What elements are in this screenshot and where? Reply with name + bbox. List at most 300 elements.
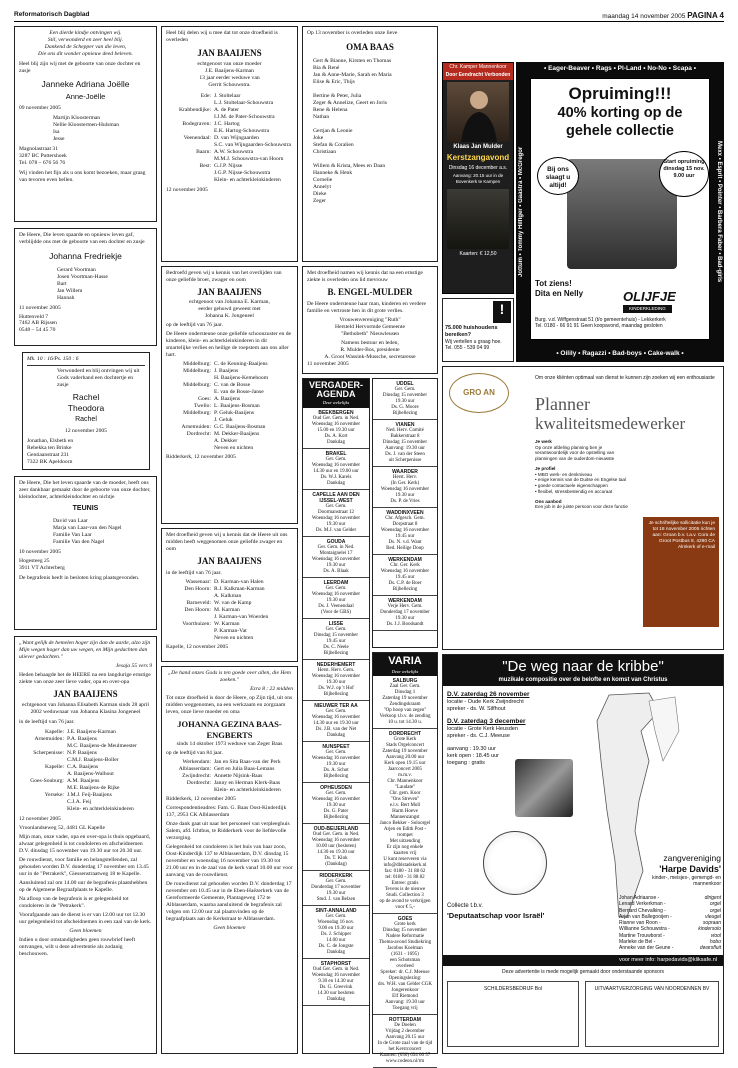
concert-info: Aanvang: 20.15 uur in de Bovenkerk te Kampen: [452, 173, 504, 184]
relative-row: [166, 177, 293, 184]
varia-subtitle: Deze wekelijks: [391, 668, 419, 674]
entry-place: OPHEUSDEN: [320, 784, 352, 791]
entry-line: Ds. G. Moore: [391, 405, 419, 410]
intro-text: Tot onze droefheid is door de Heere, op Zijn tijd, uit ons midden weggenomen, na een werkzaam en zorgzaam leven, onze lieve moeder en oma: [166, 694, 293, 715]
place: Den Hoorn:: [184, 586, 211, 593]
org-line: Hersteld Hervormde Gemeente: [335, 324, 405, 331]
shop-address: [535, 317, 707, 330]
relatives-list: [166, 93, 293, 184]
poem-line: Dankend de Schepper van die leven,: [44, 43, 127, 50]
entry-line: Bed. Heilige Doop: [386, 546, 424, 551]
households-ad: [442, 298, 514, 362]
performer-role: sopraan: [702, 920, 721, 926]
relative-row: [166, 361, 293, 368]
subtitle-line: Gerrit Schouwstra.: [208, 82, 251, 89]
entry-line: Studi. Collection 3: [386, 893, 424, 899]
meeting-agenda-left: [302, 378, 370, 1054]
relative-row: [166, 593, 293, 600]
relative-row: [19, 799, 152, 806]
entry-line: trompet: [397, 833, 413, 839]
relative-row: [166, 135, 293, 142]
entry-place: NUNSPEET: [322, 743, 350, 750]
sponsor-bol: SCHILDERSBEDRIJF Bol: [447, 981, 579, 1047]
age-text: in de leeftijd van 76 jaar.: [166, 570, 222, 577]
entry-line: Jaarconcert 2005: [387, 767, 422, 773]
intro-text: De Heere, Die leven spaarde en opnieuw leven gaf, verblijdde ons met de geboorte van een dochter en zusje: [19, 232, 145, 245]
place: Dordrecht:: [186, 780, 211, 787]
intro-text: Met droefheid namen wij kennis dat na een ernstige ziekte is overleden ons lid mevrouw: [307, 270, 423, 283]
relative-row: [166, 773, 293, 780]
relative-row: [166, 410, 293, 417]
sale-discount: 40% korting op de: [557, 105, 683, 122]
place: [166, 438, 214, 445]
agenda-entry: [303, 660, 369, 701]
names-list: [19, 518, 152, 546]
entry-line: voor € 5,-: [395, 905, 415, 911]
entry-line: Spreker: dr. C.J. Meeuse: [380, 970, 430, 976]
relative-row: [166, 417, 293, 424]
relative-row: [166, 445, 293, 452]
agenda-entry: [303, 783, 369, 824]
relative-row: [166, 114, 293, 121]
entry-line: Woensdag 16 november: [311, 421, 361, 427]
entry-line: Woensdag 16 november: [311, 556, 361, 562]
place: [166, 614, 214, 621]
death-announcement-teunis: [14, 476, 157, 630]
entry-line: fax: 0180 - 31 88 62: [384, 869, 426, 875]
place: Voorthuizen:: [182, 621, 211, 628]
agenda-entry: [303, 906, 369, 959]
place: [166, 445, 214, 452]
family-line: Gert & Bianne, Kirsten en Thomas: [313, 58, 392, 65]
entry-line: Woensdag 16 november: [311, 462, 361, 468]
relative-name: R.J. Kalkman-Karman: [214, 586, 265, 593]
greeting-text: Tot ziens!: [535, 279, 572, 288]
place: [166, 177, 214, 184]
entry-place: NEDERHEMERT: [316, 661, 356, 668]
entry-line: Aanvang 20.15 uur: [385, 1035, 425, 1041]
agenda-heading: [303, 379, 369, 408]
place: [166, 100, 214, 107]
place: [19, 799, 67, 806]
entry-line: Chr. gem. Koor: [389, 791, 421, 797]
obituary-engel-mulder: [302, 266, 438, 374]
place: [19, 806, 67, 813]
entry-line: Er zijn nog enkele: [386, 845, 424, 851]
relative-row: [19, 743, 152, 750]
relative-name: G.J.P. Nijsse: [214, 163, 243, 169]
relative-row: [19, 757, 152, 764]
agenda-entry: [303, 871, 369, 906]
intro-text: Bedroefd geven wij u kennis van het overlijden van onze geliefde broer, zwager en oom: [166, 270, 282, 283]
place: Kapelle:: [45, 729, 64, 736]
performers-list: [619, 895, 721, 951]
entry-line: Ger. Gem. in Ned.: [317, 544, 355, 550]
letter-note: Indien u door omstandigheden geen rouwbrief heeft ontvangen, wilt u deze advertentie als zodanig beschouwen.: [19, 936, 136, 957]
relative-name: C.J.A. Feij: [67, 798, 92, 805]
bible-verse: Mk. 10 : 16/Ps. 150 : 6: [27, 356, 79, 362]
relative-row: [166, 635, 293, 642]
entry-line: Ds. J.J. Boodsandt: [386, 622, 424, 627]
relative-row: [166, 438, 293, 445]
date-2: D.V. zaterdag 3 december: [447, 717, 526, 725]
burial-info: Aansluitend zal om 14.00 uur de begrafenis plaatshebben op de Algemene Begraafplaats te Kapelle.: [19, 879, 148, 893]
speaker-2: spreker - ds. C.J. Meeuse: [447, 732, 510, 739]
relative-name: A. Dekker: [214, 437, 238, 444]
entry-line: Ds. A. Blaak: [323, 568, 349, 574]
relative-name: Klein- en achterkleinkinderen: [214, 787, 281, 794]
entry-line: Ds. W.J. Karels: [320, 474, 352, 480]
concert-title: Kerstzangavond: [446, 153, 510, 162]
entry-line: Bijbellezing: [323, 773, 349, 779]
parent-name: Hannah: [57, 294, 75, 301]
performer-name: Arjan van Ballegooijen -: [619, 913, 672, 920]
entry-place: SALBURG: [392, 678, 418, 685]
family-line: [313, 156, 433, 163]
agenda-entry: [303, 701, 369, 742]
entry-line: Verje Herv. Gem.: [387, 604, 423, 609]
concert-dates: [447, 691, 575, 766]
relative-row: [166, 170, 293, 177]
relative-row: [19, 764, 152, 771]
age-text: op de leeftijd van 76 jaar.: [166, 322, 223, 329]
piano-image: [515, 759, 573, 817]
relative-row: [166, 787, 293, 794]
entry-line: Bakkerstraat 8: [390, 434, 420, 439]
entry-line: Ger. Gem.: [325, 913, 347, 919]
entry-line: (1631 - 1695): [391, 952, 419, 958]
place: Yerseke:: [44, 791, 64, 798]
subtitle-line: J.E. Baaijens-Karman: [205, 68, 254, 75]
entry-line: Grote Kerk: [393, 737, 417, 743]
entry-line: "Op hoop van zegen": [383, 708, 427, 714]
planner-vacancy-ad: [442, 366, 724, 650]
relative-name: L. Baaijens-Bosman: [214, 403, 260, 409]
entry-line: 10 u. tot 14.30 u.: [387, 720, 423, 726]
org-line: Vrouwenvereniging "Ruth": [339, 317, 401, 324]
entry-line: Zendingskraam: [389, 702, 421, 708]
phone-text: Tel. 0180 - 66 91 91 Geen koopavond, maandag gesloten: [535, 323, 663, 330]
relative-row: [166, 93, 293, 100]
entry-line: "Laudate": [394, 785, 416, 791]
visit-note: Wij vinden het fijn als u ons komt bezoeken, maar graag van tevoren even bellen.: [19, 169, 146, 183]
family-line: Christiaan: [313, 149, 336, 156]
relative-row: [166, 156, 293, 163]
cta-text: Wij vertellen u graag hoe.: [445, 338, 502, 345]
entry-line: Ds. J. Schipper: [320, 931, 352, 937]
relative-row: [166, 382, 293, 389]
date: Ridderkerk, 12 november 2005: [166, 796, 236, 803]
entry-place: LEERDAM: [323, 579, 349, 586]
sale-panel: [530, 78, 710, 340]
place: [166, 389, 214, 396]
spouse-note: sinds 14 oktober 1973 weduwe van Zeger Baas: [176, 741, 283, 748]
birth-announcement-johanna: [14, 228, 157, 346]
entry-line: Ds. G. Pater: [323, 808, 349, 814]
birth-date: 12 november 2005: [65, 427, 107, 434]
performer-name: Bernard Chevalking -: [619, 907, 666, 914]
collection-label: Collecte t.b.v.: [447, 903, 483, 909]
entry-line: kaarten vrij: [393, 851, 417, 857]
relative-row: [166, 614, 293, 621]
relative-name: S.C. van Wijngaarden-Schouwstra: [214, 142, 292, 149]
relative-row: [19, 771, 152, 778]
intro-text: Verwonderd en blij ontvingen wij uit Gods vaderhand een dochtertje en zusje: [57, 367, 140, 388]
address-line: Huttenveld 7: [19, 313, 49, 320]
agenda-entry: [373, 420, 437, 467]
page-date: maandag 14 november 2005 PAGINA 4: [602, 11, 724, 20]
page-header: [14, 6, 724, 22]
entry-line: een Schotsman: [389, 958, 421, 964]
entry-line: 9.00 en 19.30 uur: [318, 925, 354, 931]
farewell-info: Voorafgaande aan de dienst is er van 12.00 uur tot 12.30 uur gelegenheid tot afscheidnemen in een zaal van de kerk.: [19, 911, 152, 925]
family-line: David van Laar: [53, 517, 88, 524]
address-line: Magnolastraat 31: [19, 145, 58, 152]
relative-name: Jan en Sita Baas-van der Perk: [214, 759, 281, 766]
entry-line: het Kerstconcert: [388, 1047, 422, 1053]
logo-subtitle: KINDERKLEDING: [623, 305, 672, 313]
family-line: Rebekka ten Brinke: [27, 444, 72, 451]
entry-line: Dinsdag 15 november: [382, 393, 428, 398]
place: Kapelle:: [45, 764, 64, 771]
entry-line: Ger. Gem.: [325, 749, 347, 755]
subtitle-line: echtgenoot van Johanna E. Karman,: [189, 299, 270, 306]
varia-entry: [373, 1015, 437, 1068]
entry-line: Oud Ger. Gem. in Ned.: [312, 966, 360, 972]
entry-line: 19.45 uur: [395, 534, 415, 539]
relative-name: C.A. Baaijens: [67, 764, 99, 771]
address: Vroonlandseweg 52, 4481 GL Kapelle: [19, 824, 105, 831]
poem-line: Stil, verwonderd en zeer heel blij.: [47, 36, 124, 43]
offer-text: Een job in de juiste persoon voor deze functie: [535, 504, 628, 510]
entry-line: Verkoop t.b.v. de zending: [379, 714, 431, 720]
place: Best:: [199, 163, 211, 169]
conductor-photo: [447, 82, 509, 142]
obituary-johanna-baas: [161, 666, 298, 1054]
place: Alblasserdam:: [178, 766, 211, 773]
relatives-list: [166, 759, 293, 794]
entry-line: Ger. Gem.: [325, 456, 347, 462]
entry-line: Woensdag 16 november: [311, 515, 361, 521]
entry-line: U kunt reserveren via: [383, 857, 427, 863]
relative-name: E.K. Hartog-Schouwstra: [214, 128, 270, 135]
relative-name: A. de Pater: [214, 107, 240, 114]
family-line: Joke: [313, 135, 324, 142]
entry-place: LISSE: [328, 620, 344, 627]
place: Middelburg:: [183, 409, 211, 416]
entry-place: BRAKEL: [325, 450, 347, 457]
obituary-jan-baaijens-stepchildren: [161, 26, 298, 262]
signatories: [307, 340, 433, 361]
place: [166, 628, 214, 635]
deceased-name: JAN BAAIJENS: [197, 286, 262, 297]
exclamation-icon: !: [493, 301, 511, 323]
profile-item: • goede contactuele eigenschappen: [535, 483, 608, 489]
entry-line: info@dblstadskerk.nl: [383, 863, 427, 869]
entry-line: m.m.v.: [398, 773, 412, 779]
choir-name: Chr. Kamper Mannenkoor: [443, 63, 513, 71]
offer-heading: Ons aanbod: [535, 498, 562, 504]
child-middle-name: Theodora: [67, 402, 105, 413]
relative-name: D. Karman-van Halen: [214, 579, 264, 586]
entry-place: CAPELLE AAN DEN IJSSEL-WEST: [312, 491, 360, 504]
entry-line: Harm Hoeve: [392, 809, 418, 815]
family-line: Familie Van Laar: [53, 531, 92, 538]
agenda-subtitle: Deze wekelijks: [322, 399, 350, 405]
place: Scherpenisse:: [33, 750, 64, 757]
child-name: Johanna Fredriekje: [49, 250, 122, 261]
entry-line: Dorpstraat 8: [392, 522, 418, 527]
date: 11 november 2005: [307, 361, 349, 368]
relative-row: [166, 780, 293, 787]
profile-heading: Je profiel: [535, 465, 556, 471]
place: [19, 785, 67, 792]
entry-line: overleed: [396, 964, 414, 970]
entry-line: Grote kerk: [394, 922, 416, 928]
performer-role: viool: [710, 932, 721, 939]
varia-entry: [373, 914, 437, 1015]
quote-reference: Jesaja 55 vers 9: [115, 662, 152, 669]
spouse-note: [166, 299, 293, 320]
entry-line: Arjen en Edith Post -: [383, 827, 427, 833]
owner-names: Dita en Nelly: [535, 289, 584, 298]
relative-row: [166, 149, 293, 156]
relative-name: P. Geluk-Baaijens: [214, 409, 255, 416]
collection-cause: 'Deputaatschap voor Israël': [447, 910, 545, 920]
place: [166, 787, 214, 794]
entry-line: Woensdag 16 november: [311, 755, 361, 761]
deceased-name: B. ENGEL-MULDER: [327, 286, 413, 297]
relatives-list: [19, 729, 152, 813]
entry-line: 14.30 uur besloten: [317, 990, 355, 996]
performer-role: vleugel: [705, 913, 721, 920]
entry-line: Ned. Herv. Comité: [386, 428, 424, 433]
phone-text: Tel. 055 - 539 04 99: [445, 345, 490, 351]
relative-row: [19, 750, 152, 757]
relative-name: M.M.J. Schouwstra-van Hoorn: [214, 156, 284, 163]
signatory-line: Namens bestuur en leden,: [341, 340, 399, 347]
entry-line: Nadere Reformatie: [385, 934, 425, 940]
place: [166, 128, 214, 135]
quote-reference: Ezra 8 : 22 midden: [250, 685, 293, 692]
entry-place: UDDEL: [396, 381, 414, 387]
entry-line: Ds. N. v.d. Want: [388, 540, 422, 545]
entry-line: Herst. Herv.: [392, 475, 418, 480]
relative-name: C. de Keuning-Baaijens: [214, 361, 268, 368]
choir-info: [625, 853, 721, 887]
ticket-price: Kaarten: € 12,50: [459, 250, 497, 257]
parent-name: Josen Voortman-Hasse: [57, 273, 108, 280]
relative-row: [166, 142, 293, 149]
deceased-name: JAN BAAIJENS: [197, 555, 262, 566]
relative-name: W. van de Kamp: [214, 600, 252, 607]
performer-name: Lenard Verkerkman -: [619, 901, 666, 908]
family-line: Hanneke & Henk: [313, 169, 353, 176]
entry-line: Jacobus Koelman: [387, 946, 423, 952]
performer-role: dirigent: [704, 895, 721, 901]
relative-row: [166, 600, 293, 607]
varia-entry: [373, 729, 437, 914]
signatory-line: R. Mulder-Bos, presidente: [340, 347, 400, 354]
entry-line: Aanvang 20.00 uur: [385, 755, 425, 761]
relative-row: [166, 368, 293, 375]
vacancy-intro: Om onze kliënten optimaal van dienst te kunnen zijn zoeken wij een enthousiaste: [535, 375, 715, 381]
address: [19, 314, 152, 335]
entry-line: Ds. C. Neele: [323, 644, 349, 650]
family-line: Gertjan & Leonie: [313, 128, 353, 135]
entry-place: WERKENDAM: [388, 598, 422, 604]
grandchildren-list: [307, 58, 433, 205]
groan-logo: GRO AN: [449, 373, 509, 413]
entry-place: BEEKBERGEN: [318, 409, 354, 416]
job-title: Planner: [535, 394, 590, 414]
no-flowers: Geen bloemen: [213, 924, 246, 931]
entry-line: Zaal Ger. Gem.: [389, 684, 421, 690]
vacancy-details: [535, 439, 635, 510]
entry-line: Jongerenkoor: [391, 988, 419, 994]
relative-row: [166, 579, 293, 586]
entry-line: 14.00 uur: [326, 937, 346, 943]
place: [166, 417, 214, 424]
relative-row: [19, 785, 152, 792]
entry-line: Herst. Herv. Gem.: [317, 667, 355, 673]
relatives-list: [166, 361, 293, 452]
relative-name: A. Baaijens: [214, 396, 241, 403]
performer-name: Johan Adriaanse -: [619, 895, 660, 901]
entry-line: Ds. A. Kort: [324, 433, 348, 439]
poem-line: Een dierde kindje ontvingen wij.: [49, 30, 122, 36]
relative-name: A. Baaijens-Walhout: [67, 771, 114, 778]
relative-name: J. Karman-van Woerden: [214, 614, 269, 621]
relative-name: P.A. Baaijens: [67, 736, 97, 743]
info-email[interactable]: voor meer info: harpedavids@kliksafe.nl: [443, 955, 723, 966]
relative-name: L.J. Stoltelaar-Schouwstra: [214, 100, 274, 107]
entry-place: ROTTERDAM: [389, 1017, 421, 1024]
entry-line: Ger. Gem.: [325, 503, 347, 509]
entry-line: Ger. Gem.: [325, 626, 347, 632]
varia-entries: [373, 676, 437, 1068]
relative-row: [19, 806, 152, 813]
subtitle-line: Johanna K. Jongeneel: [205, 313, 254, 320]
family-line: Marja van Laar-van den Nagel: [53, 524, 122, 531]
performer-role: orgel: [709, 901, 721, 908]
relative-name: J.C. Hartog: [214, 121, 240, 128]
birth-announcement-janneke: [14, 26, 157, 222]
parents-list: [19, 115, 152, 143]
relative-name: D. van Wijngaarden: [214, 135, 259, 142]
family-line: Bia & René: [313, 65, 340, 72]
entry-line: Dankdag: [326, 732, 346, 738]
entry-line: (Voor de GBS): [321, 609, 351, 615]
performer-role: hobo: [709, 938, 721, 945]
entry-line: 19.30 uur: [326, 679, 346, 685]
place: [166, 114, 214, 121]
place: [166, 156, 214, 163]
relative-row: [166, 586, 293, 593]
org-line: "Bethobeth" Nieuwleusen: [340, 331, 400, 338]
address: [19, 558, 152, 572]
relative-name: N.P. Baaijens: [67, 750, 97, 757]
profile-item: • flexibel, stressbestendig en accuraat: [535, 488, 613, 494]
concert-subtitle: muzikale compositie over de belofte en komst van Christus: [498, 676, 668, 683]
family-line: Familie Van den Nagel: [53, 538, 105, 545]
entry-line: (Dankdag): [325, 861, 347, 867]
agenda-entry: [373, 379, 437, 420]
entry-place: STAPHORST: [320, 960, 352, 967]
deceased-name: JAN BAAIJENS: [197, 47, 262, 58]
entry-line: drs. W.H. van Gelder CGK: [377, 982, 433, 988]
parent-name: Isa: [53, 128, 60, 135]
